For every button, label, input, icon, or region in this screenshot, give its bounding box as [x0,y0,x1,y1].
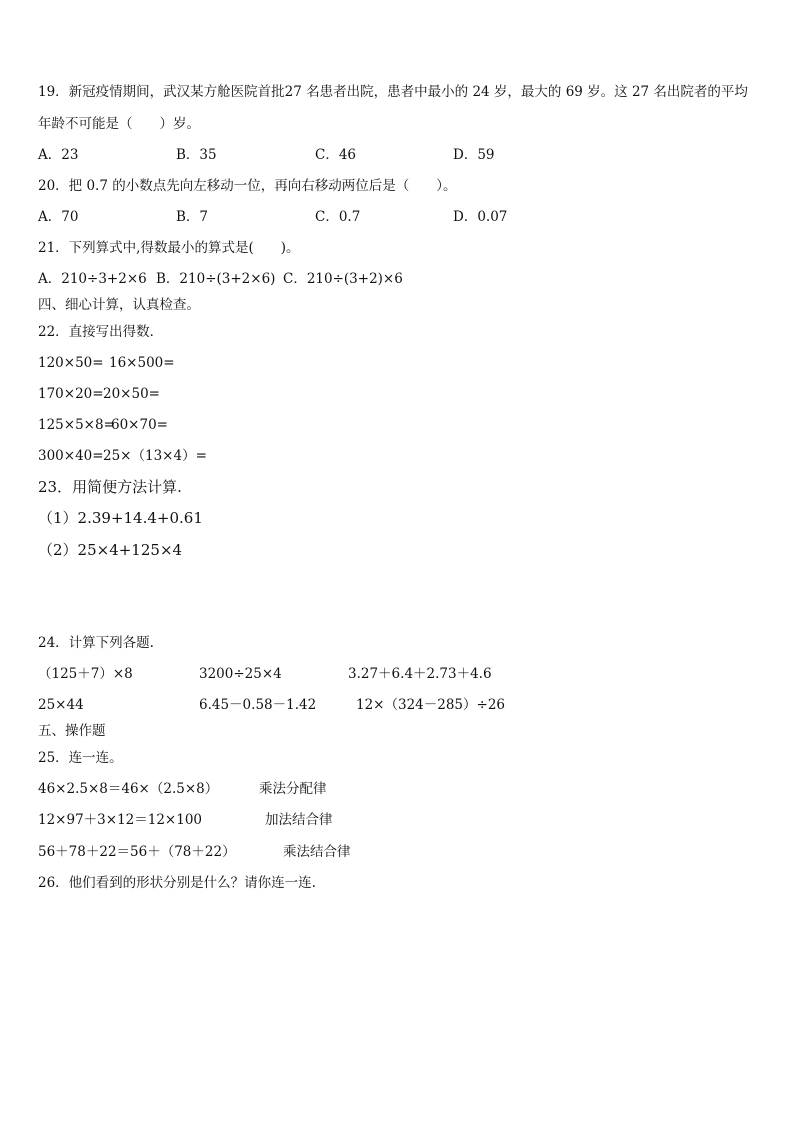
q20-option-a: A．70 [38,209,79,225]
q20-stem: 20．把 0.7 的小数点先向左移动一位，再向右移动两位后是（ ）。 [38,178,457,194]
q23-stem: 23．用简便方法计算. [38,478,182,496]
q25-expression: 46×2.5×8＝46×（2.5×8） [38,781,219,797]
q23-item-1: （1）2.39+14.4+0.61 [38,509,203,527]
q22-expr: 60×70= [111,417,168,433]
q25-stem: 25．连一连。 [38,750,123,766]
q25-expression: 56＋78＋22＝56＋（78＋22） [38,844,236,860]
q24-expr: 12×（324－285）÷26 [356,697,506,713]
q24-expr: （125＋7）×8 [38,666,133,682]
q21-stem: 21．下列算式中,得数最小的算式是( )。 [38,240,300,256]
q24-expr: 6.45－0.58－1.42 [199,697,317,713]
q20-option-d: D．0.07 [453,209,508,225]
q21-option-a: A．210÷3+2×6 [38,271,147,287]
q20-option-b: B．7 [176,209,209,225]
q25-expression: 12×97＋3×12＝12×100 [38,812,203,828]
q20-option-c: C．0.7 [315,209,361,225]
q22-expr: 300×40= [38,448,104,464]
q26-stem: 26．他们看到的形状分别是什么？请你连一连. [38,875,316,891]
section-5-heading: 五、操作题 [38,723,106,739]
q24-expr: 25×44 [38,697,84,713]
q19-option-b: B．35 [176,147,217,163]
q19-stem-line1: 19．新冠疫情期间，武汉某方舱医院首批27 名患者出院，患者中最小的 24 岁，最大的 69 岁。这 27 名出院者的平均 [38,84,748,100]
q19-stem-line2: 年龄不可能是（ ）岁。 [38,116,200,132]
q19-option-a: A．23 [38,147,79,163]
q22-expr: 120×50= [38,355,104,371]
q24-expr: 3.27＋6.4＋2.73＋4.6 [348,666,492,682]
q22-stem: 22．直接写出得数． [38,324,164,340]
q24-stem: 24．计算下列各题. [38,635,154,651]
section-4-heading: 四、细心计算，认真检查。 [38,297,200,313]
q21-option-b: B．210÷(3+2×6) [156,271,276,287]
q22-expr: 170×20= [38,386,104,402]
q24-expr: 3200÷25×4 [199,666,282,682]
q22-expr: 25×（13×4）= [103,448,207,464]
q25-law: 乘法分配律 [259,781,327,797]
q23-item-2: （2）25×4+125×4 [38,541,183,559]
q19-option-d: D．59 [453,147,495,163]
q22-expr: 16×500= [109,355,175,371]
q22-expr: 125×5×8= [38,417,115,433]
q25-law: 乘法结合律 [283,844,351,860]
q19-option-c: C．46 [315,147,357,163]
q21-option-c: C．210÷(3+2)×6 [283,271,403,287]
q22-expr: 20×50= [103,386,160,402]
q25-law: 加法结合律 [265,812,333,828]
